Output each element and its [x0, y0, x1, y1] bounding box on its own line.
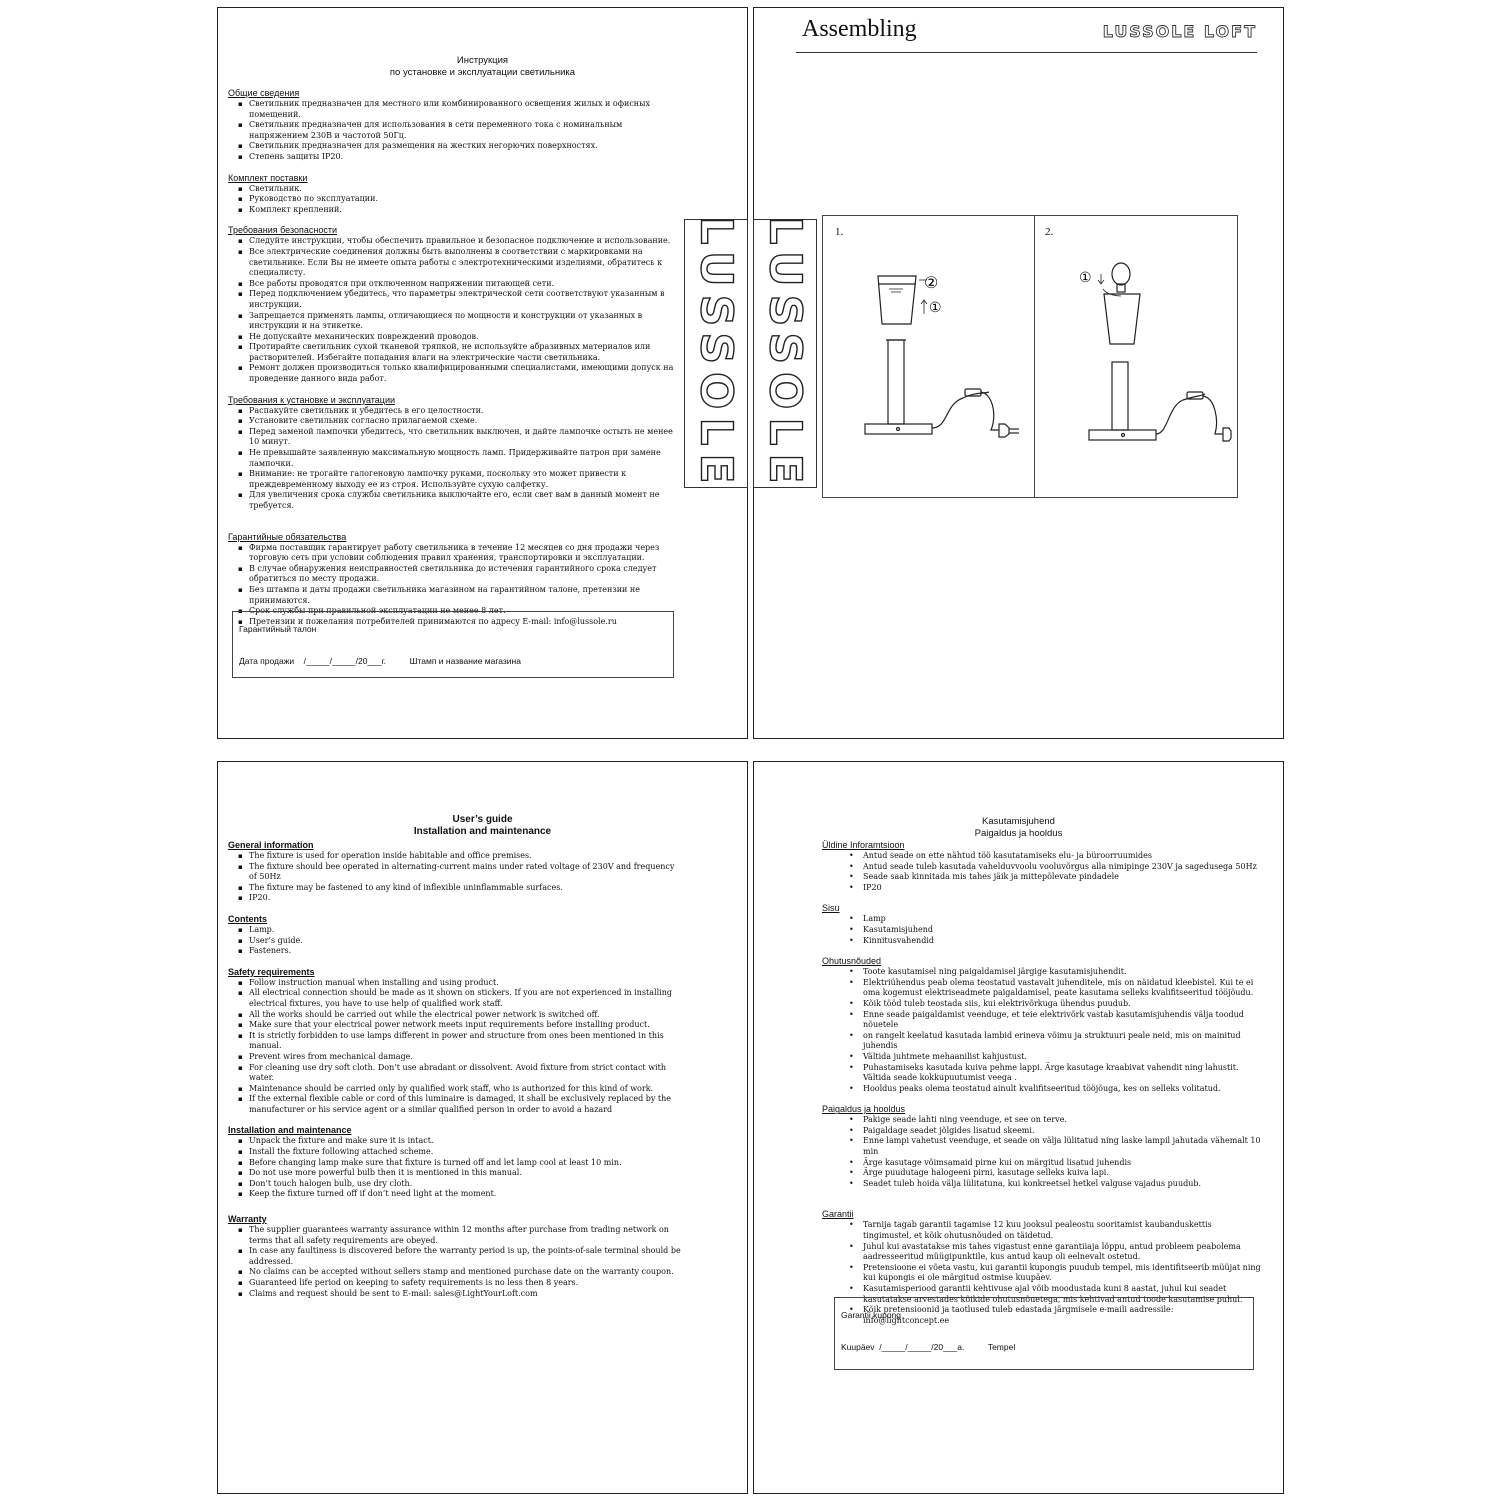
- list-item: ▪ Светильник предназначен для местного или комбинированного освещения жилых и офисных помещений.: [238, 99, 683, 120]
- list-item: ▪ Все электрические соединения должны быть выполнены в соответствии с маркировками на светильнике. Если Вы не имеете опыта работы с электротехническими изделиями, обратитесь к специалисту.: [238, 247, 683, 279]
- list-item: • Kasutamisjuhend: [852, 925, 1262, 936]
- list-item: ▪ In case any faultiness is discovered before the warranty period is up, the points-of-sale terminal should be addressed.: [238, 1246, 683, 1267]
- lamp-step-1-icon: [865, 276, 1019, 437]
- section-title: Комплект поставки: [228, 172, 308, 183]
- list-item: • Pakige seade lahti ning veenduge, et see on terve.: [852, 1115, 1262, 1126]
- list-item: • IP20: [852, 883, 1262, 894]
- section-list: [228, 925, 683, 957]
- section-list: [228, 184, 683, 216]
- list-item: ▪ Не допускайте механических повреждений проводов.: [238, 332, 683, 343]
- section-list: [822, 851, 1262, 893]
- list-item: ▪ Светильник предназначен для использования в сети переменного тока с номинальным напряжением 230В и частотой 50Гц.: [238, 120, 683, 141]
- list-item: ▪ Фирма поставщик гарантирует работу светильника в течение 12 месяцев со дня продажи через торговую сеть при условии соблюдения правил хранения, транспортировки и эксплуатации.: [238, 543, 683, 564]
- section-title: Ohutusnõuded: [822, 956, 882, 967]
- brand-tab-top-right: [753, 215, 817, 492]
- doc-title: Kasutamisjuhend: [982, 816, 1055, 827]
- list-item: ▪ User’s guide.: [238, 936, 683, 947]
- section-list: [228, 99, 683, 163]
- list-item: ▪ It is strictly forbidden to use lamps different in power and structure from ones been mentioned in this manual.: [238, 1031, 683, 1052]
- page-english-guide: [217, 761, 748, 1494]
- section-list: [822, 914, 1262, 946]
- list-item: ▪ Запрещается применять лампы, отличающиеся по мощности и конструкции от указанных в инструкции и на этикетке.: [238, 311, 683, 332]
- coupon-title: Гарантийный талон: [239, 624, 317, 634]
- rotate-marker-2: ②: [924, 273, 939, 292]
- list-item: • Kasutamisperiood garantii kehtivuse ajal võib moodustada kuni 8 aastat, juhul kui seadet kasutatakse arvestades kõikide ohutusnõuetega, mis kehtivad antud toode kasutamise puhul.: [852, 1284, 1262, 1305]
- brand-logo: LUSSOLE LOFT: [1102, 22, 1257, 41]
- instructions-body: [228, 840, 683, 1299]
- section-list: [228, 978, 683, 1116]
- list-item: ▪ IP20.: [238, 893, 683, 904]
- list-item: • Kõik pretensioonid ja taotlused tuleb edastada järgmisele e-maili aadressile: info@lightconcept.ee: [852, 1305, 1262, 1326]
- list-item: • Lamp: [852, 914, 1262, 925]
- list-item: ▪ Без штампа и даты продажи светильника магазином на гарантийном талоне, претензии не принимаются.: [238, 585, 683, 606]
- section-title: Warranty: [228, 1214, 267, 1225]
- list-item: • Antud seade tuleb kasutada vahelduvvoolu vooluvõrgus alla nimipinge 230V ja sagedusega 50Hz: [852, 862, 1262, 873]
- title-rule: [796, 52, 1257, 53]
- section-title: Требования безопасности: [228, 225, 338, 236]
- lamp-drawings: [823, 216, 1237, 497]
- coupon-sale-date-line: Дата продажи /_____/_____/20___г. Штамп и название магазина: [239, 656, 521, 666]
- list-item: ▪ Распакуйте светильник и убедитесь в его целостности.: [238, 406, 683, 417]
- brand-vertical-logo: LUSSOLE: [690, 215, 742, 492]
- section-title: Paigaldus ja hooldus: [822, 1104, 906, 1115]
- section-title: Sisu: [822, 903, 840, 914]
- list-item: ▪ The fixture is used for operation inside habitable and office premises.: [238, 851, 683, 862]
- assembling-title: Assembling: [802, 16, 917, 42]
- list-item: • Hooldus peaks olema teostatud ainult kvalifitseeritud tööjõuga, kes on selleks volitatud.: [852, 1084, 1262, 1095]
- step-1-label: 1.: [835, 226, 844, 238]
- list-item: ▪ If the external flexible cable or cord of this luminaire is damaged, it shall be exclusively replaced by the manufacturer or his service agent or a similar qualified person in order to avoid a hazard: [238, 1094, 683, 1115]
- list-item: ▪ Светильник предназначен для размещения на жестких негорючих поверхностях.: [238, 141, 683, 152]
- section-list: [822, 967, 1262, 1094]
- list-item: ▪ All electrical connection should be made as it shown on stickers. If you are not experienced in installing electrical fixtures, you have to use help of qualified work staff.: [238, 988, 683, 1009]
- list-item: ▪ Do not use more powerful bulb then it is mentioned in this manual.: [238, 1168, 683, 1179]
- list-item: ▪ Степень защиты IP20.: [238, 152, 683, 163]
- list-item: ▪ Все работы проводятся при отключенном напряжении питающей сети.: [238, 279, 683, 290]
- list-item: • Puhastamiseks kasutada kuiva pehme lappi. Ärge kasutage kraabivat vahendit ning lahustit. Vältida seade kokkupuutumist veega .: [852, 1063, 1262, 1084]
- list-item: • Paigaldage seadet jõlgides lisatud skeemi.: [852, 1126, 1262, 1137]
- list-item: • Juhul kui avastatakse mis tahes vigastust enne garantiiaja lõppu, antud probleem peabolema aadresseeritud müügipunktile, kus antud kaup oli eelnevalt ostetud.: [852, 1242, 1262, 1263]
- list-item: • Ärge puudutage halogeeni pirni, kasutage selleks kuiva lapi.: [852, 1168, 1262, 1179]
- list-item: ▪ Претензии и пожелания потребителей принимаются по адресу E-mail: info@lussole.ru: [238, 617, 683, 628]
- step-marker-1: ①: [929, 300, 942, 316]
- list-item: ▪ Don’t touch halogen bulb, use dry cloth.: [238, 1179, 683, 1190]
- list-item: ▪ Make sure that your electrical power network meets input requirements before installing product.: [238, 1020, 683, 1031]
- section-title: Гарантийные обязательства: [228, 531, 347, 542]
- list-item: ▪ В случае обнаружения неисправностей светильника до истечения гарантийного срока следует обратиться по месту продажи.: [238, 564, 683, 585]
- section-list: [228, 851, 683, 904]
- brand-vertical-logo: LUSSOLE: [759, 215, 811, 492]
- list-item: • Enne lampi vahetust veenduge, et seade on välja lülitatud ning laske lampil jahutada vähemalt 10 min: [852, 1136, 1262, 1157]
- list-item: ▪ The supplier guarantees warranty assurance within 12 months after purchase from trading network on terms that all safety requirements are obeyed.: [238, 1225, 683, 1246]
- step-2-marker-1: ①: [1079, 270, 1092, 286]
- list-item: ▪ All the works should be carried out while the electrical power network is switched off.: [238, 1010, 683, 1021]
- list-item: ▪ The fixture should bee operated in alternating-current mains under rated voltage of 230V and frequency of 50Hz: [238, 862, 683, 883]
- list-item: ▪ Руководство по эксплуатации.: [238, 194, 683, 205]
- section-title: Safety requirements: [228, 966, 315, 977]
- list-item: • Antud seade on ette nähtud töö kasutatamiseks elu- ja büroorruumides: [852, 851, 1262, 862]
- doc-subtitle: по установке и эксплуатации светильника: [389, 67, 576, 78]
- list-item: ▪ Prevent wires from mechanical damage.: [238, 1052, 683, 1063]
- list-item: ▪ The fixture may be fastened to any kind of inflexible uninflammable surfaces.: [238, 883, 683, 894]
- list-item: ▪ Светильник.: [238, 184, 683, 195]
- list-item: ▪ Keep the fixture turned off if don’t need light at the moment.: [238, 1189, 683, 1200]
- assembly-diagram: [822, 215, 1238, 498]
- list-item: ▪ Install the fixture following attached scheme.: [238, 1147, 683, 1158]
- list-item: ▪ Claims and request should be sent to E-mail: sales@LightYourLoft.com: [238, 1289, 683, 1300]
- instructions-body: [822, 840, 1262, 1326]
- list-item: ▪ Lamp.: [238, 925, 683, 936]
- list-item: ▪ Комплект креплений.: [238, 205, 683, 216]
- doc-title: Инструкция: [456, 55, 509, 66]
- list-item: • Toote kasutamisel ning paigaldamisel järgige kasutamisjuhendit.: [852, 967, 1262, 978]
- list-item: ▪ Протирайте светильник сухой тканевой тряпкой, не используйте абразивных материалов или растворителей. Избегайте попадания влаги на электрические части светильника.: [238, 342, 683, 363]
- list-item: ▪ Maintenance should be carried only by qualified work staff, who is authorized for this kind of work.: [238, 1084, 683, 1095]
- section-list: [228, 1225, 683, 1299]
- list-item: • Kinnitusvahendid: [852, 936, 1262, 947]
- section-title: General information: [228, 840, 314, 850]
- lamp-step-2-icon: [1089, 263, 1231, 441]
- list-item: ▪ For cleaning use dry soft cloth. Don’t use abradant or dissolvent. Avoid fixture from strict contact with water.: [238, 1063, 683, 1084]
- list-item: • Ärge kasutage võimsamaid pirne kui on märgitud lisatud juhendis: [852, 1158, 1262, 1169]
- list-item: ▪ Установите светильник согласно прилагаемой схеме.: [238, 416, 683, 427]
- warranty-coupon: [232, 611, 674, 678]
- warranty-coupon: [834, 1297, 1254, 1370]
- section-title: Üldine Inforamtsioon: [822, 840, 905, 850]
- section-title: Installation and maintenance: [228, 1125, 352, 1136]
- list-item: ▪ Guaranteed life period on keeping to safety requirements is no less then 8 years.: [238, 1278, 683, 1289]
- page-estonian-guide: [753, 761, 1284, 1494]
- instructions-body: [228, 88, 683, 627]
- step-2-label: 2.: [1045, 226, 1054, 238]
- section-list: [822, 1115, 1262, 1189]
- page-russian-instructions: [217, 7, 748, 739]
- doc-subtitle: Paigaldus ja hooldus: [974, 828, 1063, 839]
- list-item: ▪ Ремонт должен производиться только квалифицированными специалистами, имеющими допуск на проведение данного вида работ.: [238, 363, 683, 384]
- list-item: ▪ Не превышайте заявленную максимальную мощность ламп. Придерживайте патрон при замене лампочки.: [238, 448, 683, 469]
- list-item: ▪ Unpack the fixture and make sure it is intact.: [238, 1136, 683, 1147]
- coupon-date-line: Kuupäev /_____/_____/20___a. Tempel: [841, 1342, 1016, 1352]
- list-item: ▪ Внимание: не трогайте галогеновую лампочку руками, поскольку это может привести к преждевременному выходу ее из строя. Используйте сухую салфетку.: [238, 469, 683, 490]
- coupon-title: Garantii kupong: [841, 1310, 902, 1320]
- list-item: • Vältida juhtmete mehaanilist kahjustust.: [852, 1052, 1262, 1063]
- list-item: • on rangelt keelatud kasutada lambid erineva võimu ja struktuuri peale neid, mis on mainitud juhendis: [852, 1031, 1262, 1052]
- brand-tab-top-left: [684, 215, 748, 492]
- list-item: ▪ Before changing lamp make sure that fixture is turned off and let lamp cool at least 10 min.: [238, 1158, 683, 1169]
- list-item: ▪ Перед подключением убедитесь, что параметры электрической сети соответствуют указанным в инструкции.: [238, 289, 683, 310]
- list-item: ▪ Fasteners.: [238, 946, 683, 957]
- list-item: • Seadet tuleb hoida välja lülitatuna, kui konkreetsel hetkel valguse vajadus puudub.: [852, 1179, 1262, 1190]
- section-title: Garantii: [822, 1209, 854, 1220]
- list-item: ▪ Для увеличения срока службы светильника выключайте его, если свет вам в данный момент не требуется.: [238, 490, 683, 511]
- list-item: • Enne seade paigaldamist veenduge, et teie elektrivõrk vastab kasutamisjuhendis välja toodud nõuetele: [852, 1010, 1262, 1031]
- section-list: [228, 406, 683, 512]
- list-item: • Elektriühendus peab olema teostatud vastavalt juhenditele, mis on näidatud kleebistel. Kui te ei oma kogemust elektriseadmete paigaldamisel, peate kasutama selleks kvalifitseeritud tööjõudu.: [852, 978, 1262, 999]
- list-item: ▪ Перед заменой лампочки убедитесь, что светильник выключен, и дайте лампочке остыть не менее 10 минут.: [238, 427, 683, 448]
- section-list: [228, 236, 683, 384]
- section-list: [228, 1136, 683, 1200]
- section-title: Общие сведения: [228, 88, 300, 98]
- list-item: • Kõik tööd tuleb teostada siis, kui elektrivõrkuga ühendus puudub.: [852, 999, 1262, 1010]
- section-title: Требования к установке и эксплуатации: [228, 394, 396, 405]
- list-item: • Tarnija tagab garantii tagamise 12 kuu jooksul pealeostu sooritamist kaubanduskettis tingimustel, et kõik ohutusnõuded on täidetud.: [852, 1220, 1262, 1241]
- list-item: ▪ Следуйте инструкции, чтобы обеспечить правильное и безопасное подключение и использование.: [238, 236, 683, 247]
- list-item: ▪ Срок службы при правильной эксплуатации не менее 8 лет.: [238, 606, 683, 617]
- list-item: ▪ No claims can be accepted without sellers stamp and mentioned purchase date on the warranty coupon.: [238, 1267, 683, 1278]
- list-item: • Seade saab kinnitada mis tahes jäik ja mittepõlevate pindadele: [852, 872, 1262, 883]
- doc-subtitle: Installation and maintenance: [413, 826, 552, 837]
- list-item: • Pretensioone ei võeta vastu, kui garantii kupongis puudub tempel, mis identifitseerib müüjat ning kui kupongis ei ole märgitud ostmise kuupäev.: [852, 1263, 1262, 1284]
- section-title: Contents: [228, 913, 267, 924]
- page-assembling: [753, 7, 1284, 739]
- list-item: ▪ Follow instruction manual when installing and using product.: [238, 978, 683, 989]
- doc-title: User’s guide: [452, 814, 513, 825]
